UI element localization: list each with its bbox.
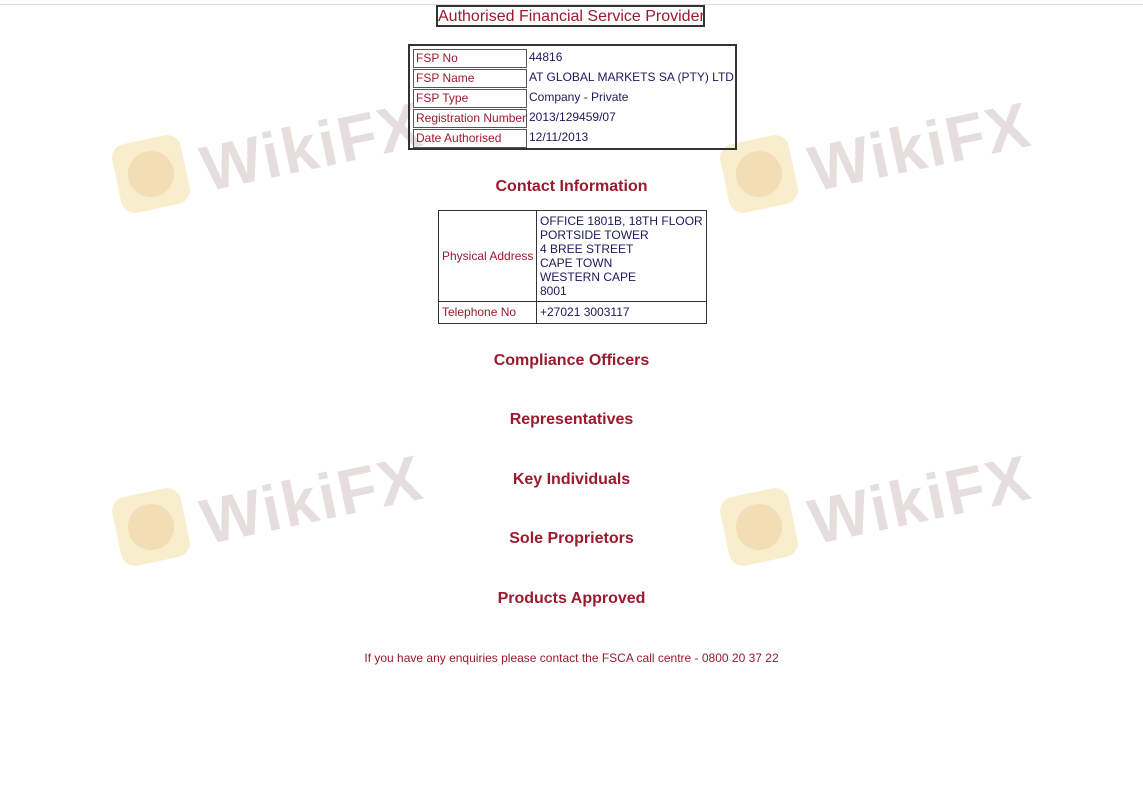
address-line: WESTERN CAPE [540,270,637,284]
telephone-label: Telephone No [442,305,517,319]
eagle-icon [109,132,192,215]
representatives-heading: Representatives [509,411,634,428]
contact-table [438,210,707,324]
enquiries-footer: If you have any enquiries please contact the FSCA call centre - 0800 20 37 22 [364,651,779,665]
telephone-value: +27021 3003117 [540,305,630,319]
eagle-icon [717,485,800,568]
address-line: 8001 [540,284,567,298]
contact-information-heading: Contact Information [495,178,648,195]
address-line: CAPE TOWN [540,256,613,270]
date-authorised-value: 12/11/2013 [529,130,589,144]
compliance-officers-heading: Compliance Officers [493,352,650,369]
watermark-text: WikiFX [802,441,1038,559]
fsp-type-label: FSP Type [413,89,527,108]
divider [439,301,706,302]
watermark-text: WikiFX [802,88,1038,206]
fsp-name-value: AT GLOBAL MARKETS SA (PTY) LTD [529,70,734,84]
page-title: Authorised Financial Service Provider [436,5,705,27]
address-line: OFFICE 1801B, 18TH FLOOR [540,214,703,228]
fsp-details-table [408,44,737,150]
address-line: 4 BREE STREET [540,242,634,256]
eagle-icon [109,485,192,568]
watermark-text: WikiFX [194,88,430,206]
divider [536,211,537,323]
key-individuals-heading: Key Individuals [512,471,631,488]
fsp-name-label: FSP Name [413,69,527,88]
products-approved-heading: Products Approved [497,590,646,607]
sole-proprietors-heading: Sole Proprietors [509,530,634,547]
date-authorised-label: Date Authorised [413,129,527,148]
fsp-no-label: FSP No [413,49,527,68]
fsp-no-value: 44816 [529,50,563,64]
physical-address-label: Physical Address [442,249,534,263]
registration-number-value: 2013/129459/07 [529,110,616,124]
fsp-type-value: Company - Private [529,90,629,104]
address-line: PORTSIDE TOWER [540,228,649,242]
watermark-text: WikiFX [194,441,430,559]
registration-number-label: Registration Number [413,109,527,128]
